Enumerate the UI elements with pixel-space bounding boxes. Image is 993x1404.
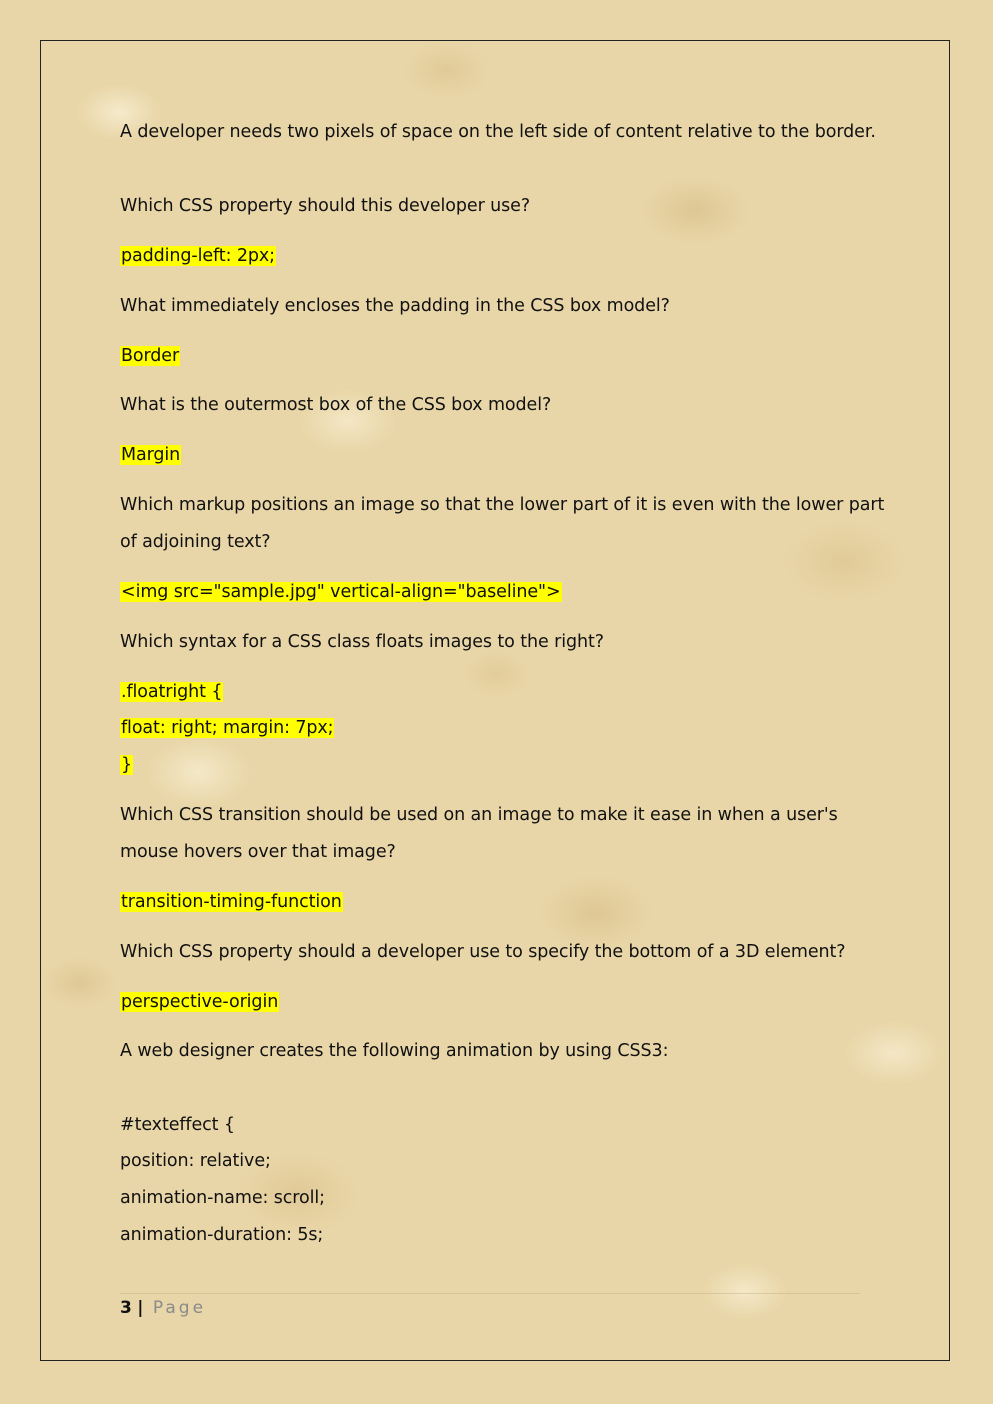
- question-text: of adjoining text?: [120, 532, 271, 552]
- text-line: [120, 493, 884, 517]
- answer-line: [120, 990, 279, 1014]
- question-text: animation-name: scroll;: [120, 1188, 325, 1208]
- text-line: [120, 803, 838, 827]
- answer-line: [120, 716, 334, 740]
- text-line: [120, 1039, 668, 1063]
- question-text: mouse hovers over that image?: [120, 842, 396, 862]
- question-text: #texteffect {: [120, 1115, 235, 1135]
- answer-text: Border: [121, 346, 180, 366]
- page-label: Page: [152, 1298, 207, 1318]
- answer-line: [120, 753, 133, 777]
- text-line: [120, 120, 876, 144]
- answer-line: [120, 443, 181, 467]
- question-text: Which CSS transition should be used on an image to make it ease in when a user's: [120, 805, 838, 825]
- text-line: [120, 294, 670, 318]
- answer-text: Margin: [121, 445, 181, 465]
- answer-text: }: [121, 755, 133, 775]
- question-text: What is the outermost box of the CSS box model?: [120, 395, 552, 415]
- answer-text: transition-timing-function: [121, 892, 342, 912]
- question-text: A web designer creates the following animation by using CSS3:: [120, 1041, 669, 1061]
- page-number: 3: [120, 1298, 132, 1318]
- page-footer: [120, 1296, 206, 1320]
- answer-line: [120, 890, 343, 914]
- answer-text: float: right; margin: 7px;: [121, 718, 334, 738]
- question-text: Which markup positions an image so that the lower part of it is even with the lower part: [120, 495, 885, 515]
- text-line: [120, 1186, 325, 1210]
- question-text: position: relative;: [120, 1151, 271, 1171]
- question-text: Which CSS property should a developer use to specify the bottom of a 3D element?: [120, 942, 846, 962]
- text-line: [120, 840, 396, 864]
- answer-text: <img src="sample.jpg" vertical-align="baseline">: [121, 582, 561, 602]
- text-line: [120, 1149, 271, 1173]
- text-line: [120, 630, 604, 654]
- answer-line: [120, 580, 562, 604]
- question-text: A developer needs two pixels of space on the left side of content relative to the border.: [120, 122, 876, 142]
- question-text: Which syntax for a CSS class floats images to the right?: [120, 632, 604, 652]
- answer-text: padding-left: 2px;: [121, 246, 275, 266]
- text-line: [120, 194, 530, 218]
- answer-text: .floatright {: [121, 682, 223, 702]
- footer-separator: |: [137, 1298, 144, 1318]
- answer-line: [120, 680, 223, 704]
- text-line: [120, 940, 845, 964]
- text-line: [120, 1113, 235, 1137]
- footer-divider: [120, 1293, 860, 1294]
- text-line: [120, 393, 551, 417]
- question-text: What immediately encloses the padding in the CSS box model?: [120, 296, 670, 316]
- question-text: animation-duration: 5s;: [120, 1225, 324, 1245]
- text-line: [120, 530, 270, 554]
- answer-line: [120, 244, 276, 268]
- question-text: Which CSS property should this developer use?: [120, 196, 531, 216]
- text-line: [120, 1223, 323, 1247]
- answer-text: perspective-origin: [121, 992, 279, 1012]
- answer-line: [120, 344, 180, 368]
